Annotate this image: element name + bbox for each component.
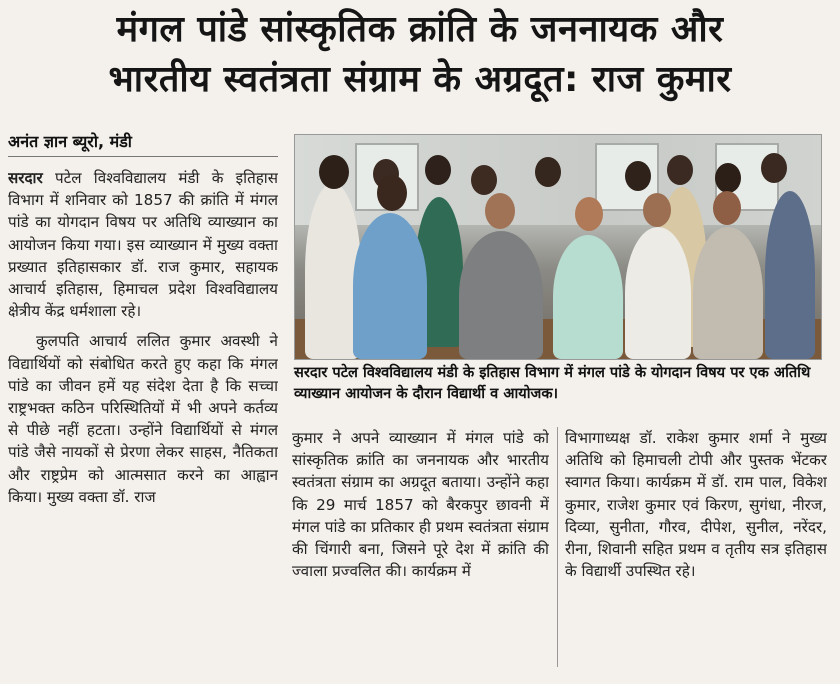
person-head: [377, 175, 407, 211]
person-head: [761, 153, 787, 183]
person-head: [713, 191, 741, 225]
paragraph-1-text: पटेल विश्वविद्यालय मंडी के इतिहास विभाग में शनिवार को 1857 की क्रांति में मंगल पांडे का योगदान विषय पर अतिथि व्याख्यान का आयोजन किया गया। इस व्याख्यान में मुख्य वक्ता प्रख्यात इतिहासकार डॉ. राज कुमार, सहायक आचार्य इतिहास, हिमाचल प्रदेश विश्वविद्यालय क्षेत्रीय केंद्र धर्मशाला रहे।: [8, 169, 278, 321]
event-photo: [294, 134, 822, 360]
person-head: [471, 165, 497, 195]
article-right-column: विभागाध्यक्ष डॉ. राकेश कुमार शर्मा ने मुख्य अतिथि को हिमाचली टोपी और पुस्तक भेंटकर स्वागत किया। कार्यक्रम में डॉ. राम पाल, विकेश कुमार, राजेश कुमार एवं किरण, सुगंधा, नीरज, दिव्या, सुनीता, गौरव, दीपेश, सुनील, नरेंदर, रीना, शिवानी सहित प्रथम व तृतीय सत्र इतिहास के विद्यार्थी उपस्थित रहे।: [565, 429, 827, 581]
person-seated: [459, 231, 543, 359]
headline-line-2: भारतीय स्वतंत्रता संग्राम के अग्रदूत: राज कुमार: [108, 59, 732, 100]
person-head: [319, 155, 349, 189]
headline-line-1: मंगल पांडे सांस्कृतिक क्रांति के जननायक और: [116, 9, 724, 50]
person-head: [535, 157, 561, 187]
photo-caption: सरदार पटेल विश्वविद्यालय मंडी के इतिहास विभाग में मंगल पांडे के योगदान विषय पर एक अतिथि व्याख्यान आयोजन के दौरान विद्यार्थी व आयोजक।: [294, 364, 811, 402]
article-middle-column: कुमार ने अपने व्याख्यान में मंगल पांडे को सांस्कृतिक क्रांति का जननायक और भारतीय स्वतंत्रता संग्राम का अग्रदूत बताया। उन्होंने कहा कि 29 मार्च 1857 को बैरकपुर छावनी में मंगल पांडे का प्रतिकार ही प्रथम स्वतंत्रता संग्राम की चिंगारी बना, जिसने पूरे देश में क्रांति की ज्वाला प्रज्वलित की। कार्यक्रम में: [292, 429, 549, 581]
headline: [0, 0, 840, 122]
column-divider: [557, 427, 558, 667]
byline: अनंत ज्ञान ब्यूरो, मंडी: [8, 130, 278, 157]
paragraph-1: [8, 167, 278, 322]
person-seated: [353, 213, 427, 359]
person-head: [575, 197, 603, 231]
person-head: [667, 155, 693, 185]
paragraph-2: कुलपति आचार्य ललित कुमार अवस्थी ने विद्यार्थियों को संबोधित करते हुए कहा कि मंगल पांडे का जीवन हमें यह संदेश देता है कि सच्चा राष्ट्रभक्त कठिन परिस्थितियों में भी अपने कर्तव्य से पीछे नहीं हटता। उन्होंने विद्यार्थियों से मंगल पांडे जैसे नायकों से प्रेरणा लेकर साहस, नैतिकता और राष्ट्रप्रेम को आत्मसात करने का आह्वान किया। मुख्य वक्ता डॉ. राज: [8, 332, 278, 506]
person-seated: [625, 227, 691, 359]
person-head: [715, 163, 741, 193]
article-left-column: [8, 167, 278, 672]
person-head: [425, 155, 451, 185]
paragraph-lead-word: सरदार: [8, 169, 43, 187]
person-standing: [765, 191, 815, 359]
person-seated: [693, 227, 763, 359]
person-head: [625, 161, 651, 191]
person-head: [485, 193, 515, 229]
person-seated: [553, 235, 623, 359]
person-head: [643, 193, 671, 227]
